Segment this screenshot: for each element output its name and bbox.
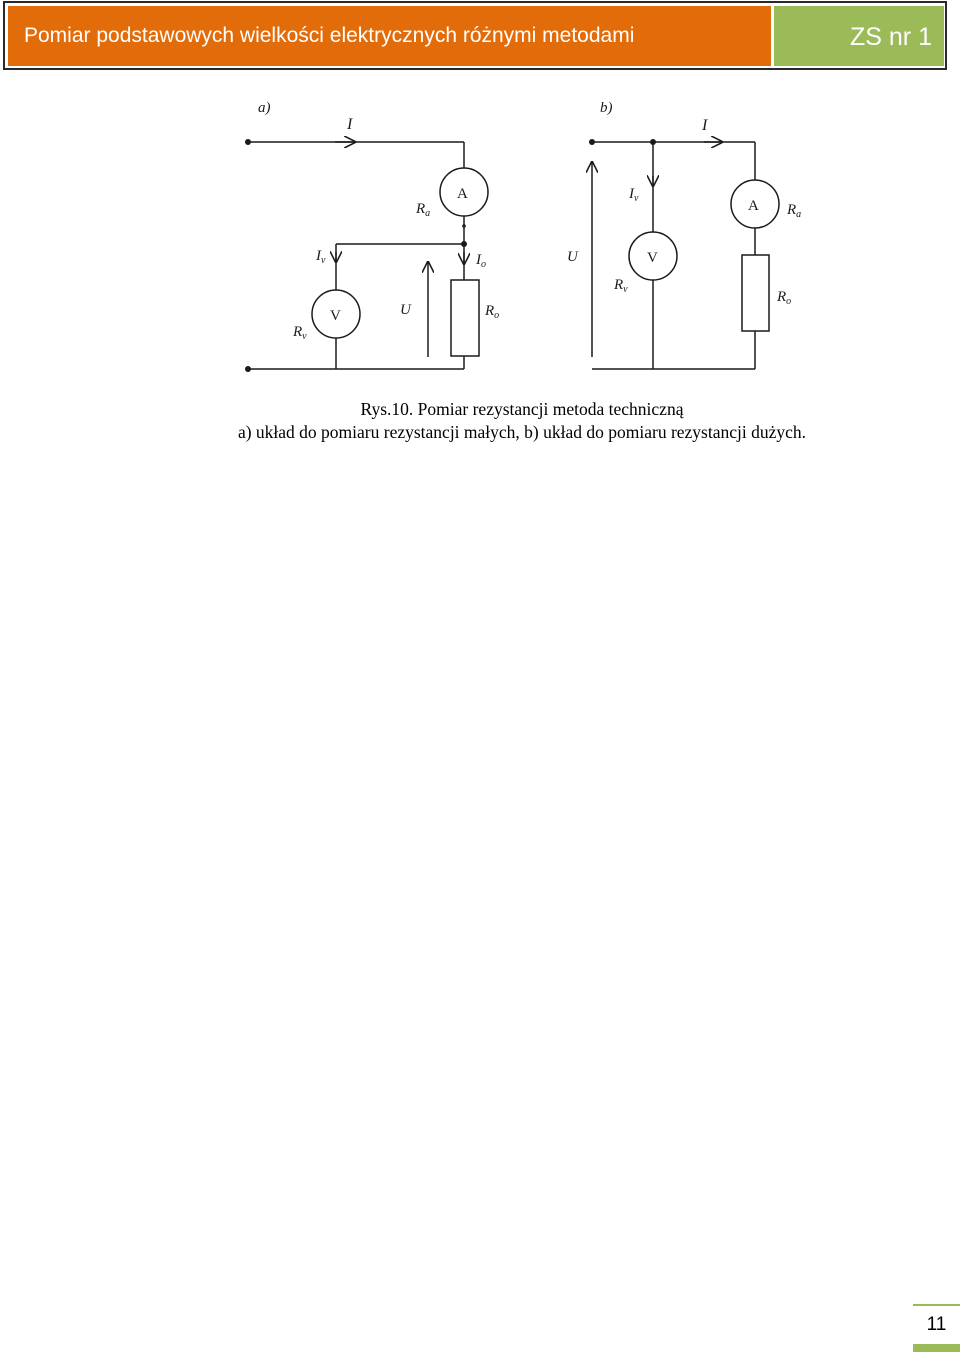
header-code: ZS nr 1	[774, 6, 944, 66]
label-b-I: I	[702, 117, 708, 134]
label-a-Ro: $R_o$	[485, 303, 500, 321]
label-b-Rv: $R_v$	[614, 277, 628, 295]
circuit-b-labels	[567, 100, 801, 307]
label-a-Rv: $R_v$	[293, 324, 307, 342]
resistor-b	[742, 255, 769, 331]
ammeter-a-symbol: A	[457, 186, 468, 202]
figure-caption-description: a) układ do pomiaru rezystancji małych, b) układ do pomiaru rezystancji dużych.	[237, 422, 807, 442]
circuit-a	[248, 142, 488, 369]
circuit-a-dots	[245, 139, 467, 372]
panel-label-a: a)	[258, 100, 271, 116]
label-a-I: I	[347, 116, 353, 133]
label-b-Ra: $R_a$	[787, 202, 802, 220]
page-header	[3, 1, 947, 70]
label-a-Io: $I_o$	[476, 252, 486, 270]
voltmeter-a-symbol: V	[330, 308, 341, 324]
circuit-a-labels	[258, 100, 499, 342]
label-b-Iv: $I_v$	[629, 186, 639, 204]
header-title: Pomiar podstawowych wielkości elektrycznych różnymi metodami	[8, 6, 771, 66]
label-b-U: U	[567, 249, 578, 265]
voltmeter-b-symbol: V	[647, 250, 658, 266]
page-number-bar	[913, 1344, 960, 1352]
label-a-Ra: $R_a$	[416, 201, 431, 219]
panel-label-b: b)	[600, 100, 613, 116]
label-a-Iv: $I_v$	[316, 248, 326, 266]
circuit-b	[592, 142, 779, 369]
circuit-figure	[230, 92, 830, 382]
ammeter-b-symbol: A	[748, 198, 759, 214]
label-b-Ro: $R_o$	[777, 289, 792, 307]
label-a-U: U	[400, 302, 411, 318]
page-number: 11	[913, 1304, 960, 1344]
resistor-a	[451, 280, 479, 356]
figure-caption-title: Rys.10. Pomiar rezystancji metoda techniczną	[360, 399, 684, 419]
